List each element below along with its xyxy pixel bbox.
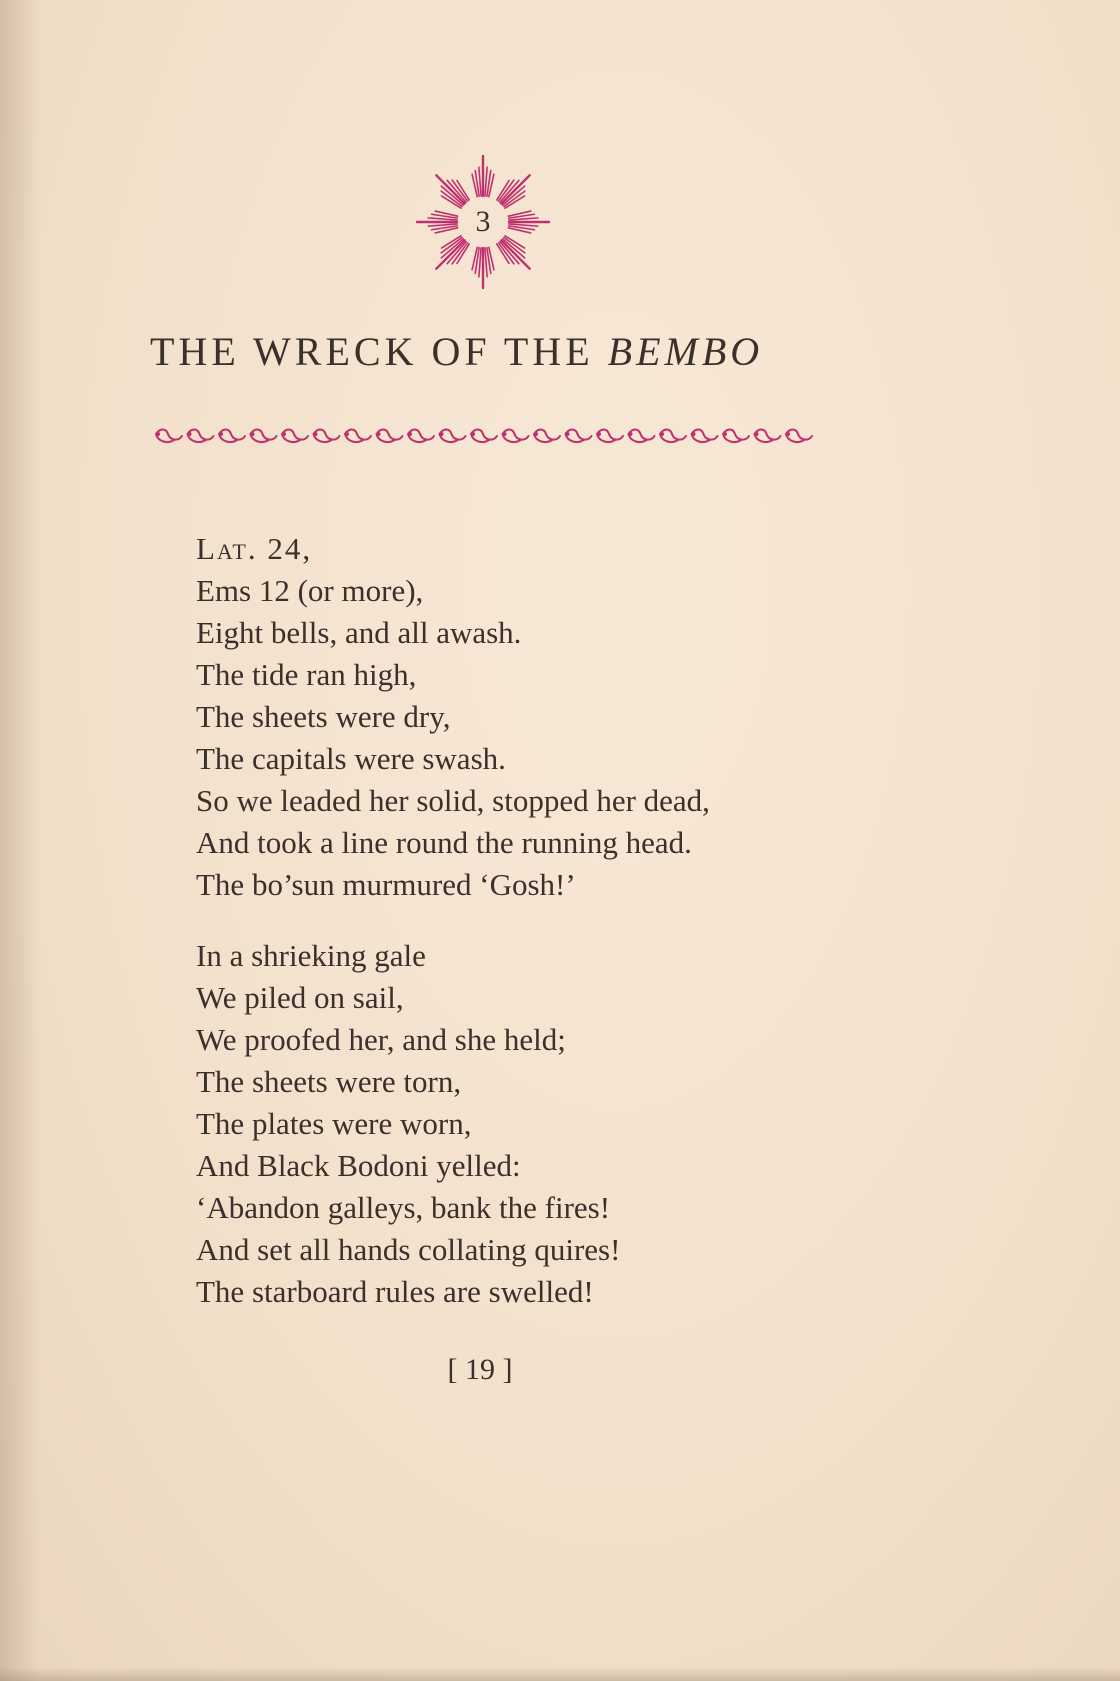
- page-gutter-shadow: [0, 0, 40, 1681]
- scroll-dot: [219, 432, 223, 436]
- scroll-dot: [188, 432, 192, 436]
- chapter-sunburst-ornament: [413, 152, 553, 292]
- scroll-motif: [723, 430, 749, 443]
- scroll-dot: [251, 432, 255, 436]
- poem-line: The starboard rules are swelled!: [196, 1274, 594, 1309]
- poem-line: And set all hands collating quires!: [196, 1232, 621, 1267]
- scroll-motif: [345, 430, 371, 443]
- scroll-dot: [534, 432, 538, 436]
- scroll-motif: [503, 430, 529, 443]
- scroll-motif: [534, 430, 560, 443]
- scroll-motif: [566, 430, 592, 443]
- poem-line: And Black Bodoni yelled:: [196, 1148, 521, 1183]
- scroll-motif: [188, 430, 214, 443]
- poem-line: Eight bells, and all awash.: [196, 615, 522, 650]
- poem-line: The sheets were dry,: [196, 699, 451, 734]
- scroll-motif: [314, 430, 340, 443]
- scroll-dot: [629, 432, 633, 436]
- scroll-dot: [692, 432, 696, 436]
- scroll-motif: [597, 430, 623, 443]
- scroll-motif: [692, 430, 718, 443]
- scroll-dot: [503, 432, 507, 436]
- poem-line: Ems 12 (or more),: [196, 573, 424, 608]
- scroll-motif: [629, 430, 655, 443]
- scroll-motif: [440, 430, 466, 443]
- scroll-motif: [660, 430, 686, 443]
- poem-body: [196, 528, 710, 1313]
- poem-line: We proofed her, and she held;: [196, 1022, 566, 1057]
- poem-line: The sheets were torn,: [196, 1064, 462, 1099]
- scroll-dot: [597, 432, 601, 436]
- page-number: [ 19 ]: [447, 1353, 513, 1386]
- poem-line: Lat. 24,: [196, 531, 313, 566]
- scroll-dot: [282, 432, 286, 436]
- poem-title-italic: BEMBO: [607, 329, 764, 374]
- page-bottom-edge: [0, 1667, 1120, 1681]
- scroll-motif: [282, 430, 308, 443]
- scroll-dot: [345, 432, 349, 436]
- scroll-dot: [723, 432, 727, 436]
- poem-line: We piled on sail,: [196, 980, 404, 1015]
- poem-line: The bo’sun murmured ‘Gosh!’: [196, 867, 576, 902]
- scroll-dot: [314, 432, 318, 436]
- chapter-number: 3: [475, 205, 491, 238]
- scroll-dot: [440, 432, 444, 436]
- stanza-2: [196, 935, 710, 1313]
- poem-line: In a shrieking gale: [196, 938, 426, 973]
- scroll-dot: [471, 432, 475, 436]
- poem-line: The capitals were swash.: [196, 741, 506, 776]
- poem-line: The plates were worn,: [196, 1106, 472, 1141]
- decorative-rule: [152, 424, 822, 452]
- scroll-motif: [786, 430, 812, 443]
- scroll-motif: [471, 430, 497, 443]
- scroll-dot: [755, 432, 759, 436]
- poem-title: [150, 328, 763, 375]
- stanza-1: [196, 528, 710, 906]
- poem-line: The tide ran high,: [196, 657, 417, 692]
- scroll-dot: [786, 432, 790, 436]
- scroll-motif: [755, 430, 781, 443]
- scroll-dot: [408, 432, 412, 436]
- scroll-dot: [660, 432, 664, 436]
- scroll-dot: [377, 432, 381, 436]
- poem-line: So we leaded her solid, stopped her dead,: [196, 783, 710, 818]
- poem-line: And took a line round the running head.: [196, 825, 692, 860]
- scroll-dot: [566, 432, 570, 436]
- scroll-motif: [156, 430, 182, 443]
- poem-line: ‘Abandon galleys, bank the fires!: [196, 1190, 611, 1225]
- scroll-motif: [251, 430, 277, 443]
- scroll-motif: [377, 430, 403, 443]
- scroll-motif: [219, 430, 245, 443]
- scroll-motif: [408, 430, 434, 443]
- scroll-border-icon: [152, 424, 822, 452]
- poem-title-text: THE WRECK OF THE: [150, 329, 608, 374]
- scroll-dot: [156, 432, 160, 436]
